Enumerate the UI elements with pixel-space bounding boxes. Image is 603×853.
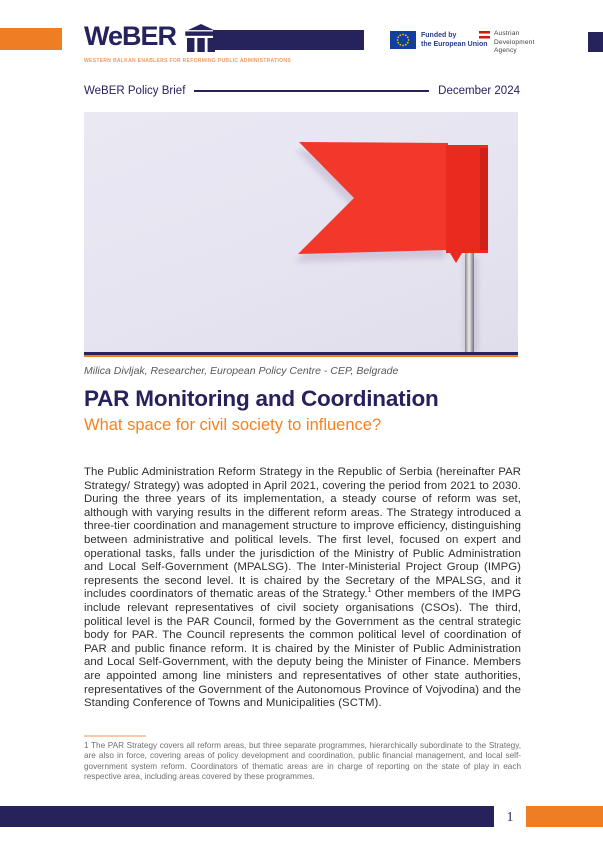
weber-brand-text: WeBER: [84, 21, 177, 51]
eu-funding-logo: [390, 31, 488, 49]
ada-line2: Development: [494, 38, 535, 46]
body-text-before-ref: The Public Administration Reform Strategy in the Republic of Serbia (hereinafter PAR Strategy/ Strategy) was adopted in April 2021, covering the period from 2021 to 2030. During the three years of its implementation, a steady course of reform was set, although with varying results in the different reform areas. The Strategy introduced a three-tier coordination and management structure to improve efficiency, distinguishing between administrative and political levels. The first level, focused on expert and operational tasks, falls under the jurisdiction of the Ministry of Public Administration and Local Self-Government (MPALSG). The Inter-Ministerial Project Group (IMPG) represents the second level. It is chaired by the Secretary of the MPALSG, and it includes coordinators of thematic areas of the Strategy.: [84, 466, 521, 601]
footnote-reference: 1: [367, 587, 372, 595]
eu-funding-line2: the European Union: [421, 41, 488, 48]
meta-row: [84, 85, 520, 97]
eu-funding-text: [421, 31, 488, 49]
pin-needle: [465, 252, 474, 352]
weber-tagline: WESTERN BALKAN ENABLERS FOR REFORMING PUBLIC ADMINISTRATIONS: [84, 58, 291, 64]
eu-flag-icon: [390, 31, 416, 49]
page-title: PAR Monitoring and Coordination: [84, 386, 439, 411]
header-navy-bar: [213, 30, 364, 50]
footnote-text: The PAR Strategy covers all reform areas, but three separate programmes, hierarchically subordinate to the Strategy, are also in force, covering areas of policy development and coordination, public financial management, and local self-government system reform. Coordinators of thematic areas are in charge of reporting on the state of play in each respective area, including areas covered by these programmes.: [84, 741, 521, 782]
body-paragraph: [84, 466, 521, 711]
meta-divider-line: [194, 90, 429, 92]
page-subtitle: What space for civil society to influence?: [84, 416, 382, 434]
author-caption: Milica Divljak, Researcher, European Policy Centre - CEP, Belgrade: [84, 365, 399, 377]
body-text-after-ref: Other members of the IMPG include relevant representatives of civil society organisations (CSOs). The third, political level is the PAR Council, formed by the Government as the central strategic body for PAR. The Council represents the common political level of coordination of PAR and public finance reform. It is chaired by the Minister of Public Administration and Local Self-Government, with the deputy being the Minister of Finance. Members are appointed among line ministers and representatives of other state authorities, representatives of the Government of the Autonomous Province of Vojvodina) and the Standing Conference of Towns and Municipalities (SCTM).: [84, 588, 522, 710]
weber-logo: [84, 21, 291, 64]
austria-flag-icon: [479, 31, 490, 39]
footnote-separator: [84, 735, 146, 737]
hero-bottom-rule-orange: [84, 355, 518, 357]
ada-line1: Austrian: [494, 30, 520, 37]
flag-body: [298, 142, 448, 254]
header-orange-block: [0, 28, 62, 50]
page-number: 1: [506, 808, 514, 824]
flag-sleeve-tip: [450, 253, 462, 263]
flag-sleeve-shade: [480, 148, 488, 250]
footer-navy-bar: [0, 806, 494, 827]
ada-line3: Agency: [494, 47, 517, 54]
eu-funding-line1: Funded by: [421, 32, 457, 39]
footer-orange-bar: [526, 806, 603, 827]
hero-image: [84, 112, 518, 352]
footnote: [84, 741, 521, 783]
date-label: December 2024: [438, 85, 520, 97]
series-label: WeBER Policy Brief: [84, 85, 186, 97]
austrian-development-agency-logo: [479, 30, 535, 56]
footnote-marker: 1: [84, 741, 89, 750]
header-navy-block-right: [588, 32, 603, 52]
ada-text: [494, 30, 535, 56]
